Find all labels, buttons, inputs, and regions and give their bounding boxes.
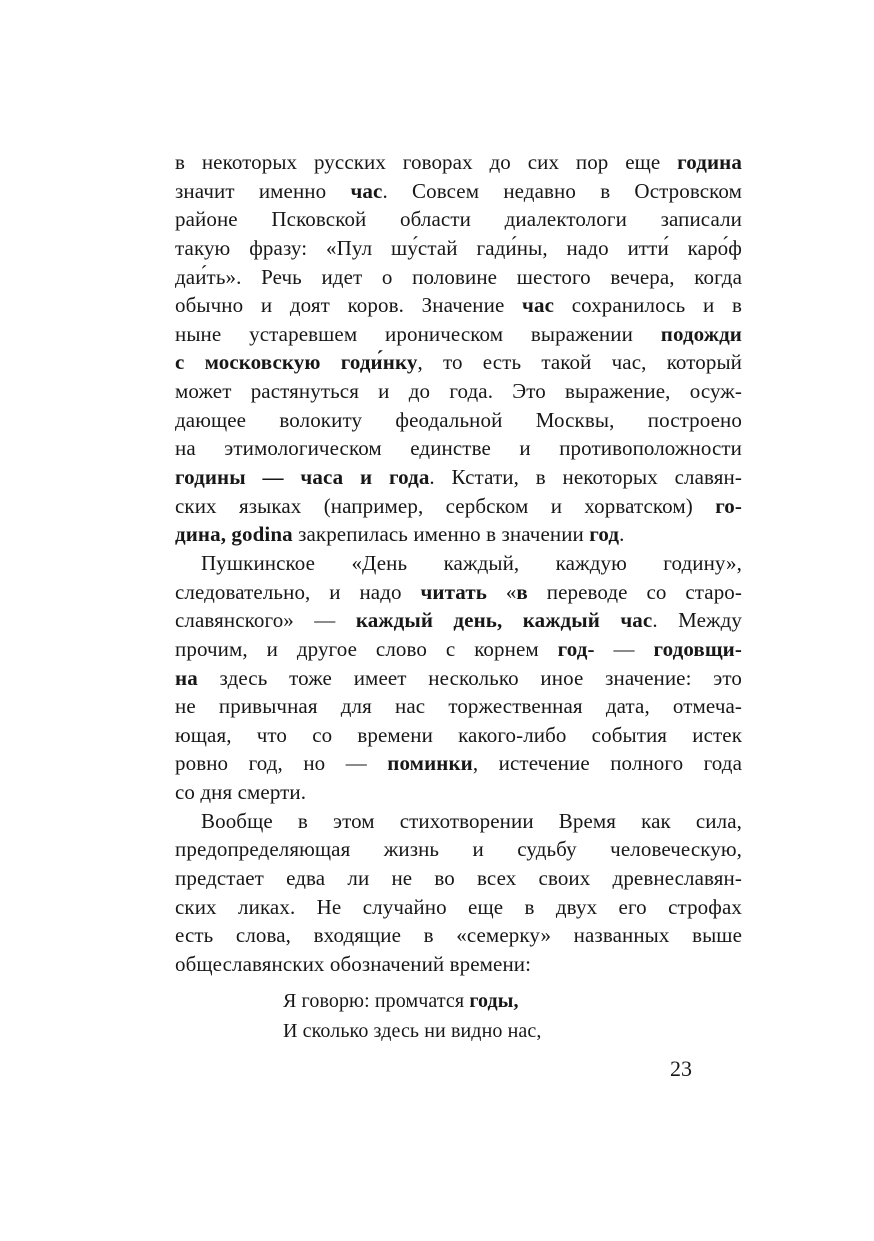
body-text: со дня смерти. — [175, 780, 307, 805]
page-number: 23 — [670, 1056, 692, 1081]
text-line — [175, 520, 742, 549]
text-line — [175, 578, 742, 607]
verse-line — [283, 986, 541, 1016]
body-text: предстает едва ли не во всех своих древнеславян- — [175, 866, 742, 891]
emphasis-text: поминки — [387, 751, 473, 776]
body-text: И сколько здесь ни видно нас, — [283, 1020, 542, 1042]
verse-line — [283, 1016, 541, 1046]
emphasis-text: каждый день, каждый час — [355, 608, 653, 633]
body-text: дающее волокиту феодальной Москвы, построено — [175, 407, 742, 432]
body-text: значит именно — [175, 178, 351, 203]
body-text: может растянуться и до года. Это выражение, осуж- — [175, 379, 742, 404]
text-line — [175, 893, 742, 922]
text-line — [175, 749, 742, 778]
body-text: сохранилось и в — [554, 293, 742, 318]
text-line — [175, 692, 742, 721]
body-text: славянского» — — [175, 608, 356, 633]
text-line — [175, 234, 742, 263]
emphasis-text: час — [522, 293, 555, 318]
emphasis-text: годовщи- — [653, 636, 742, 661]
body-text: даи́ть». Речь идет о половине шестого вечера, когда — [175, 264, 742, 289]
body-text: Пушкинское «День каждый, каждую годину», — [201, 550, 742, 575]
emphasis-text: в — [516, 579, 528, 604]
emphasis-text: на — [175, 665, 198, 690]
body-text: на этимологическом единстве и противоположности — [175, 436, 742, 461]
emphasis-text: читать — [420, 579, 487, 604]
page-text — [175, 148, 742, 979]
text-line — [175, 205, 742, 234]
body-text: , истечение полного года — [472, 751, 742, 776]
emphasis-text: годины — часа и года — [175, 465, 430, 490]
body-text: Я говорю: промчатся — [283, 990, 470, 1012]
text-line — [175, 835, 742, 864]
body-text: ныне устаревшем ироническом выражении — [175, 321, 661, 346]
body-text: ющая, что со времени какого-либо события истек — [175, 722, 742, 747]
emphasis-text: го- — [715, 493, 742, 518]
emphasis-text: година — [677, 150, 742, 174]
text-line — [175, 664, 742, 693]
body-text: . Совсем недавно в Островском — [382, 178, 742, 203]
body-text: такую фразу: «Пул шу́стай гади́ны, надо итти́ каро́ф — [175, 235, 742, 260]
text-line — [175, 549, 742, 578]
emphasis-text: подожди — [660, 321, 742, 346]
body-text: ских ликах. Не случайно еще в двух его строфах — [175, 894, 742, 919]
emphasis-text: год- — [557, 636, 595, 661]
body-text: закрепилась именно в значении — [292, 522, 590, 547]
text-line — [175, 177, 742, 206]
emphasis-text: час — [350, 178, 383, 203]
text-line — [175, 492, 742, 521]
text-line — [175, 406, 742, 435]
body-text: Вообще в этом стихотворении Время как сила, — [201, 808, 742, 833]
text-line — [175, 320, 742, 349]
text-line — [175, 377, 742, 406]
body-text: предопределяющая жизнь и судьбу человеческую, — [175, 837, 742, 862]
text-line — [175, 864, 742, 893]
body-text: следовательно, и надо — [175, 579, 421, 604]
verse-block — [283, 986, 541, 1046]
body-text: не привычная для нас торжественная дата, отмеча- — [175, 694, 742, 719]
text-line — [175, 721, 742, 750]
text-line — [175, 348, 742, 377]
emphasis-text: годы, — [469, 990, 519, 1012]
body-text: переводе со старо- — [527, 579, 742, 604]
body-text: ских языках (например, сербском и хорватском) — [175, 493, 716, 518]
text-line — [175, 921, 742, 950]
body-text: здесь тоже имеет несколько иное значение: это — [197, 665, 742, 690]
body-text: . Между — [652, 608, 742, 633]
body-text: , то есть такой час, который — [417, 350, 742, 375]
body-text: — — [594, 636, 654, 661]
body-text: обычно и доят коров. Значение — [175, 293, 523, 318]
body-text: в некоторых русских говорах до сих пор еще — [175, 150, 678, 174]
body-text: общеславянских обозначений времени: — [175, 951, 532, 976]
text-line — [175, 463, 742, 492]
text-line — [175, 291, 742, 320]
body-text: районе Псковской области диалектологи записали — [175, 207, 742, 232]
body-text: « — [486, 579, 517, 604]
text-line — [175, 950, 742, 979]
body-text: прочим, и другое слово с корнем — [175, 636, 558, 661]
text-line — [175, 148, 742, 177]
body-text: ровно год, но — — [175, 751, 388, 776]
text-line — [175, 807, 742, 836]
text-line — [175, 635, 742, 664]
text-line — [175, 434, 742, 463]
text-line — [175, 778, 742, 807]
emphasis-text: дина, godina — [175, 522, 293, 547]
text-line — [175, 606, 742, 635]
text-line — [175, 263, 742, 292]
body-text: есть слова, входящие в «семерку» названных выше — [175, 923, 742, 948]
emphasis-text: год — [589, 522, 620, 547]
emphasis-text: с московскую годи́нку — [175, 350, 418, 375]
body-text: . — [619, 522, 625, 547]
body-text: . Кстати, в некоторых славян- — [429, 465, 742, 490]
